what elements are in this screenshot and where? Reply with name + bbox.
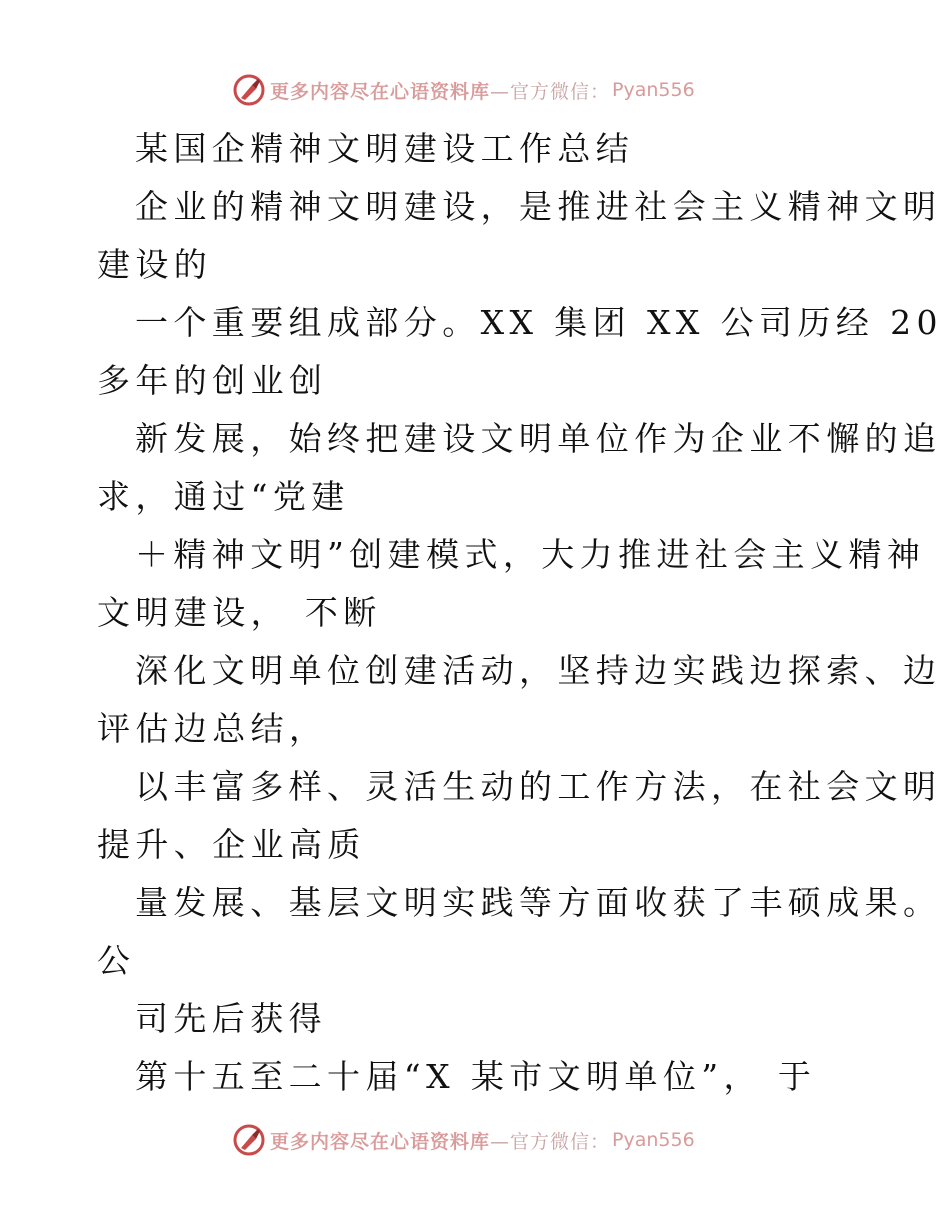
text-line: ＋精神文明”创建模式，大力推进社会主义精神 [135,535,926,574]
document-body [97,120,943,1106]
text-line: 第十五至二十届“X 某市文明单位”， 于 [135,1057,817,1096]
text-line: 量发展、基层文明实践等方面收获了丰硕成果。 [135,883,942,922]
text-line: 一个重要组成部分。XX 集团 XX 公司历经 20 [135,303,943,342]
watermark-separator: —官方微信： [490,80,611,103]
text-line: 以丰富多样、灵活生动的工作方法，在社会文明 [135,767,942,806]
text-line: 深化文明单位创建活动，坚持边实践边探索、边 [135,651,942,690]
text-line: 评估边总结， [97,709,328,748]
watermark-separator: —官方微信： [490,1130,611,1153]
watermark-handle: Pyan556 [612,1129,695,1151]
watermark-handle: Pyan556 [612,79,695,101]
footer-watermark [232,1120,695,1160]
text-line: 文明建设， 不断 [97,593,382,632]
text-line: 公 [97,941,136,980]
text-line: 新发展，始终把建设文明单位作为企业不懈的追 [135,419,942,458]
text-line: 求，通过“党建 [97,477,350,516]
text-line: 企业的精神文明建设，是推进社会主义精神文明 [135,187,942,226]
text-line: 司先后获得 [135,999,327,1038]
document-title: 某国企精神文明建设工作总结 [135,129,635,168]
text-line: 提升、企业高质 [97,825,366,864]
text-line: 建设的 [97,245,213,284]
watermark-brand: 更多内容尽在心语资料库 [270,1130,491,1153]
pen-nib-circle-icon [232,1123,266,1157]
header-watermark [232,70,695,110]
pen-nib-circle-icon [232,73,266,107]
watermark-brand: 更多内容尽在心语资料库 [270,80,491,103]
text-line: 多年的创业创 [97,361,328,400]
